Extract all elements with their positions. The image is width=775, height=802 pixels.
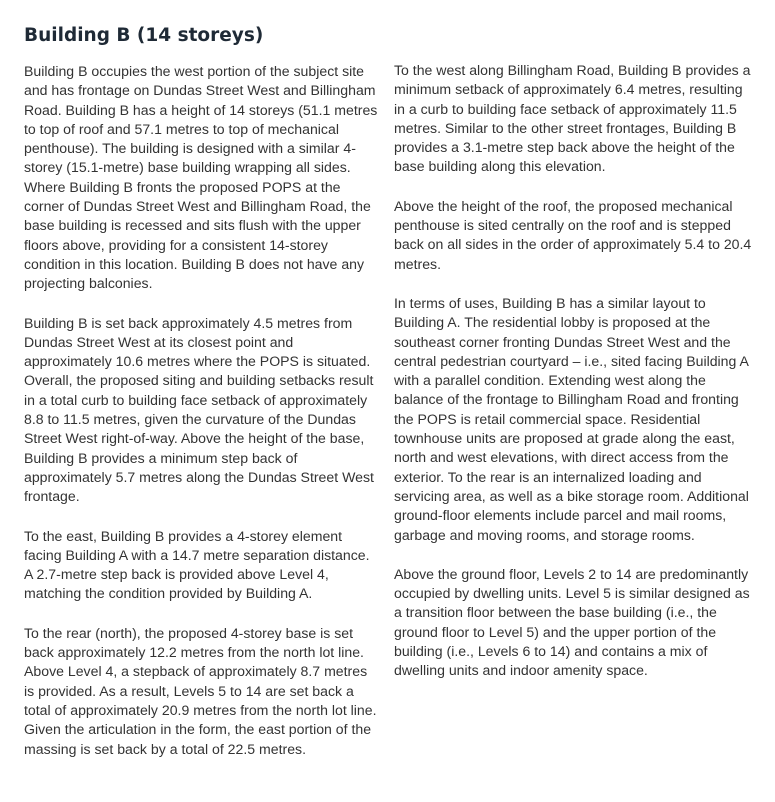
paragraph: To the east, Building B provides a 4-storey element facing Building A with a 14.7 metre separation distance. A 2.7-metre step back is provided above Level 4, matching the condition provided by Building A. (24, 527, 370, 602)
two-column-layout (24, 62, 752, 759)
section-heading: Building B (14 storeys) (24, 25, 264, 46)
right-column (394, 61, 752, 759)
paragraph: To the rear (north), the proposed 4-storey base is set back approximately 12.2 metres from the north lot line. Above Level 4, a stepback of approximately 8.7 metres is provided. As a result, Levels 5 to 14 are set back a total of approximately 20.9 metres from the north lot line. Given the articulation in the form, the east portion of the massing is set back by a total of 22.5 metres. (24, 624, 377, 757)
paragraph: Building B is set back approximately 4.5 metres from Dundas Street West at its closest point and approximately 10.6 metres where the POPS is situated. Overall, the proposed siting and building setbacks result in a total curb to building face setback of approximately 8.8 to 11.5 metres, given the curvature of the Dundas Street West right-of-way. Above the height of the base, Building B provides a minimum step back of approximately 5.7 metres along the Dundas Street West frontage. (24, 314, 374, 505)
paragraph: Above the ground floor, Levels 2 to 14 are predominantly occupied by dwelling units. Level 5 is similar designed as a transition floor between the base building (i.e., the ground floor to Level 5) and the upper portion of the building (i.e., Levels 6 to 14) and contains a mix of dwelling units and indoor amenity space. (394, 565, 750, 679)
paragraph: To the west along Billingham Road, Building B provides a minimum setback of approximately 6.4 metres, resulting in a curb to building face setback of approximately 11.5 metres. Similar to the other street frontages, Building B provides a 3.1-metre step back above the height of the base building along this elevation. (394, 62, 751, 175)
paragraph: Building B occupies the west portion of the subject site and has frontage on Dundas Street West and Billingham Road. Building B has a height of 14 storeys (51.1 metres to top of roof and 57.1 metres to top of mechanical penthouse). The building is designed with a similar 4-storey (15.1-metre) base building wrapping all sides. Where Building B fronts the proposed POPS at the corner of Dundas Street West and Billingham Road, the base building is recessed and sits flush with the upper floors above, providing for a consistent 14-storey condition in this location. Building B does not have any projecting balconies. (24, 63, 378, 292)
left-column (24, 62, 380, 759)
document-page (24, 24, 752, 759)
paragraph: Above the height of the roof, the proposed mechanical penthouse is sited centrally on the roof and is stepped back on all sides in the order of approximately 5.4 to 20.4 metres. (394, 197, 752, 272)
paragraph: In terms of uses, Building B has a similar layout to Building A. The residential lobby is proposed at the southeast corner fronting Dundas Street West and the central pedestrian courtyard – i.e., sited facing Building A with a parallel condition. Extending west along the balance of the frontage to Billingham Road and fronting the POPS is retail commercial space. Residential townhouse units are proposed at grade along the east, north and west elevations, with direct access from the exterior. To the rear is an internalized loading and servicing area, as well as a bike storage room. Additional ground-floor elements include parcel and mail rooms, garbage and moving rooms, and storage rooms. (394, 294, 749, 543)
